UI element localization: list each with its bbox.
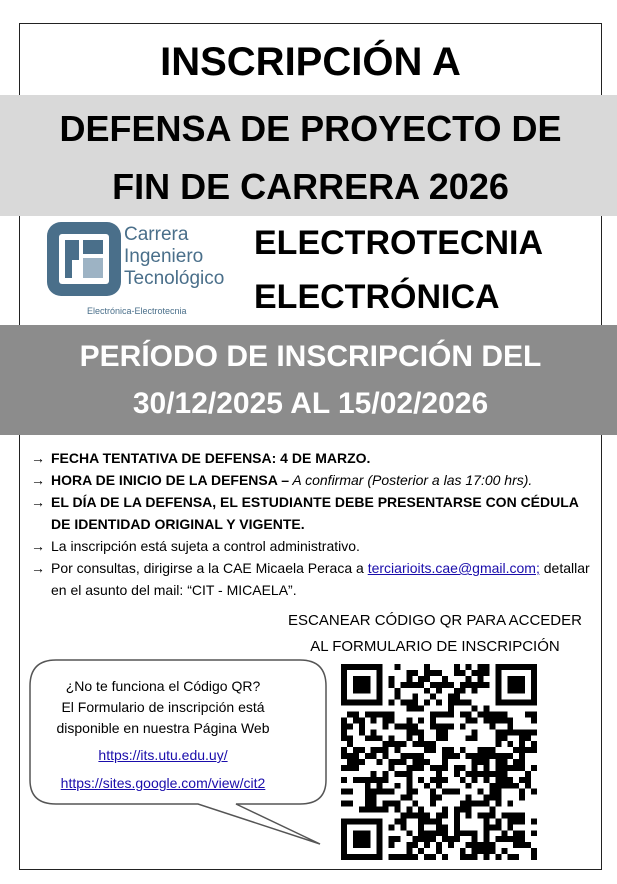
arrow-icon: →: [31, 450, 45, 466]
info-list: [31, 447, 599, 601]
qr-heading-1: ESCANEAR CÓDIGO QR PARA ACCEDER: [288, 612, 582, 629]
arrow-icon: →: [31, 472, 45, 488]
qr-heading-2: AL FORMULARIO DE INSCRIPCIÓN: [310, 638, 560, 655]
google-site-link-text[interactable]: https://sites.google.com/view/cit2: [60, 775, 266, 791]
bubble-info: El Formulario de inscripción está disponible en nuestra Página Web: [56, 699, 270, 736]
info-item-time-label: HORA DE INICIO DE LA DEFENSA –: [51, 472, 290, 488]
its-website-link-text[interactable]: https://its.utu.edu.uy/: [98, 747, 228, 763]
logo-line-1: Carrera: [124, 224, 189, 245]
info-item-control-text: La inscripción está sujeta a control administrativo.: [51, 538, 360, 554]
logo-line-2: Ingeniero: [124, 246, 204, 267]
info-item-control: [31, 535, 599, 557]
info-item-contact: [31, 557, 599, 601]
info-item-time-value: A confirmar (Posterior a las 17:00 hrs).: [289, 472, 533, 488]
contact-email-link[interactable]: terciarioits.cae@gmail.com;: [367, 560, 540, 576]
bubble-question: ¿No te funciona el Código QR?: [65, 678, 261, 694]
title-line-1: INSCRIPCIÓN A: [160, 40, 461, 84]
title-line-2: DEFENSA DE PROYECTO DE: [59, 108, 562, 149]
info-item-time: [31, 469, 599, 491]
info-item-id: [31, 491, 599, 535]
logo-line-3: Tecnológico: [124, 268, 225, 289]
period-dates: 30/12/2025 AL 15/02/2026: [132, 387, 489, 420]
period-line-1: PERÍODO DE INSCRIPCIÓN DEL: [79, 340, 542, 373]
logo-mark-icon: [47, 222, 123, 298]
info-item-date: [31, 447, 599, 469]
its-website-link[interactable]: [30, 747, 296, 763]
logo-wordmark: [124, 224, 224, 290]
info-item-date-text: FECHA TENTATIVA DE DEFENSA: 4 DE MARZO.: [51, 450, 371, 466]
career-electrotecnia: ELECTROTECNIA: [254, 224, 543, 262]
arrow-icon: →: [31, 538, 45, 554]
career-logo: [45, 220, 237, 320]
info-item-contact-subject: detallar en el asunto del mail: “CIT - MICAELA”.: [51, 560, 590, 598]
career-electronica: ELECTRÓNICA: [254, 278, 500, 316]
arrow-icon: →: [31, 560, 45, 576]
logo-subtitle: Electrónica-Electrotecnia: [87, 306, 187, 316]
qr-code-icon[interactable]: [341, 664, 537, 860]
info-item-id-text: EL DÍA DE LA DEFENSA, EL ESTUDIANTE DEBE PRESENTARSE CON CÉDULA DE IDENTIDAD ORIGINAL Y VIGENTE.: [51, 494, 579, 532]
google-site-link[interactable]: [30, 775, 296, 791]
bubble-message: [30, 676, 296, 739]
arrow-icon: →: [31, 494, 45, 510]
title-line-3: FIN DE CARRERA 2026: [112, 166, 509, 207]
info-item-contact-text: Por consultas, dirigirse a la CAE Micaela Peraca a: [51, 560, 368, 576]
